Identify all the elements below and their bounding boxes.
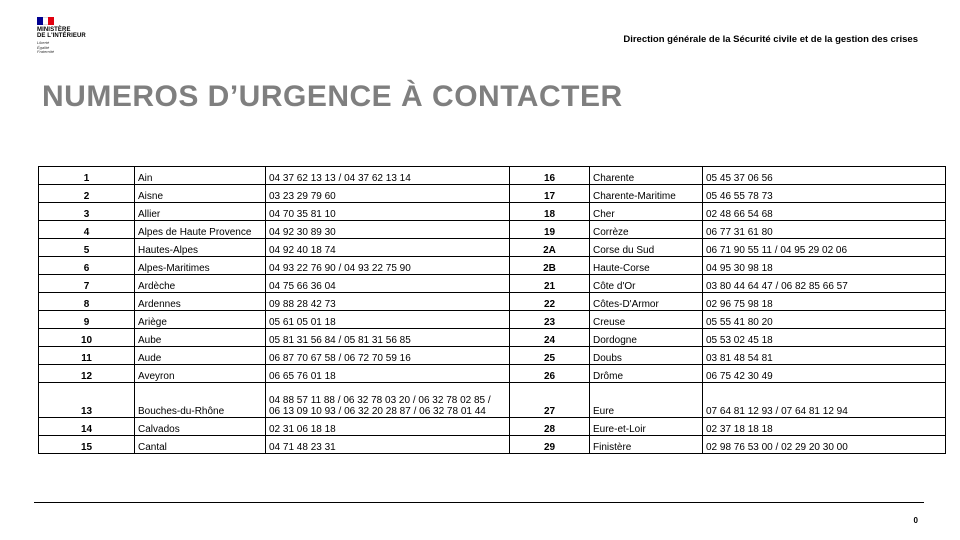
dept-number: 9 — [39, 311, 135, 329]
ministry-motto: Liberté Égalité Fraternité — [37, 40, 55, 54]
table-row — [39, 311, 946, 329]
dept-name: Drôme — [590, 365, 703, 383]
dept-phone: 02 37 18 18 18 — [703, 418, 946, 436]
dept-phone: 06 75 42 30 49 — [703, 365, 946, 383]
table-row — [39, 257, 946, 275]
dept-name: Ain — [135, 167, 266, 185]
dept-phone: 04 92 30 89 30 — [266, 221, 510, 239]
dept-name: Charente-Maritime — [590, 185, 703, 203]
dept-number: 2A — [510, 239, 590, 257]
table-row — [39, 203, 946, 221]
dept-number: 25 — [510, 347, 590, 365]
dept-number: 24 — [510, 329, 590, 347]
dept-number: 5 — [39, 239, 135, 257]
dept-number: 26 — [510, 365, 590, 383]
dept-number: 23 — [510, 311, 590, 329]
dept-number: 7 — [39, 275, 135, 293]
dept-number: 6 — [39, 257, 135, 275]
dept-phone: 05 45 37 06 56 — [703, 167, 946, 185]
dept-phone: 06 87 70 67 58 / 06 72 70 59 16 — [266, 347, 510, 365]
dept-phone: 04 75 66 36 04 — [266, 275, 510, 293]
dept-name: Calvados — [135, 418, 266, 436]
dept-number: 3 — [39, 203, 135, 221]
dept-number: 15 — [39, 436, 135, 454]
dept-phone: 03 80 44 64 47 / 06 82 85 66 57 — [703, 275, 946, 293]
dept-name: Aveyron — [135, 365, 266, 383]
dept-phone: 04 95 30 98 18 — [703, 257, 946, 275]
dept-phone: 06 77 31 61 80 — [703, 221, 946, 239]
dept-phone: 02 96 75 98 18 — [703, 293, 946, 311]
dept-number: 11 — [39, 347, 135, 365]
dept-phone: 07 64 81 12 93 / 07 64 81 12 94 — [703, 383, 946, 418]
dept-number: 8 — [39, 293, 135, 311]
table-row — [39, 365, 946, 383]
table-row — [39, 383, 946, 418]
dept-name: Côte d'Or — [590, 275, 703, 293]
dept-number: 27 — [510, 383, 590, 418]
table-row — [39, 185, 946, 203]
dept-number: 22 — [510, 293, 590, 311]
table-row — [39, 436, 946, 454]
table-row — [39, 239, 946, 257]
dept-phone: 06 71 90 55 11 / 04 95 29 02 06 — [703, 239, 946, 257]
dept-number: 1 — [39, 167, 135, 185]
dept-phone-line: 04 88 57 11 88 / 06 32 78 03 20 / 06 32 78 02 85 / — [269, 395, 491, 406]
dept-name: Alpes de Haute Provence — [135, 221, 266, 239]
dept-number: 14 — [39, 418, 135, 436]
dept-phone: 02 98 76 53 00 / 02 29 20 30 00 — [703, 436, 946, 454]
dept-name: Cantal — [135, 436, 266, 454]
dept-number: 17 — [510, 185, 590, 203]
dept-name: Eure — [590, 383, 703, 418]
table-row — [39, 275, 946, 293]
table-row — [39, 329, 946, 347]
table-row — [39, 293, 946, 311]
dept-number: 29 — [510, 436, 590, 454]
dept-name: Eure-et-Loir — [590, 418, 703, 436]
french-flag-icon — [37, 17, 54, 25]
table-row — [39, 221, 946, 239]
dept-phone: 03 23 29 79 60 — [266, 185, 510, 203]
dept-number: 12 — [39, 365, 135, 383]
dept-phone-line: 06 13 09 10 93 / 06 32 20 28 87 / 06 32 78 01 44 — [269, 406, 486, 417]
dept-name: Cher — [590, 203, 703, 221]
dept-name: Charente — [590, 167, 703, 185]
dept-phone: 05 53 02 45 18 — [703, 329, 946, 347]
footer-divider — [34, 502, 924, 503]
dept-phone: 04 92 40 18 74 — [266, 239, 510, 257]
page-title: NUMEROS D’URGENCE À CONTACTER — [42, 80, 623, 113]
ministry-name: MINISTÈRE DE L'INTÉRIEUR — [37, 27, 86, 39]
dept-name: Finistère — [590, 436, 703, 454]
dept-name: Côtes-D'Armor — [590, 293, 703, 311]
dept-name: Corrèze — [590, 221, 703, 239]
dept-phone: 02 31 06 18 18 — [266, 418, 510, 436]
table-row — [39, 347, 946, 365]
dept-name: Ardèche — [135, 275, 266, 293]
dept-name: Dordogne — [590, 329, 703, 347]
dept-number: 4 — [39, 221, 135, 239]
dept-name: Ardennes — [135, 293, 266, 311]
dept-name: Creuse — [590, 311, 703, 329]
dept-number: 28 — [510, 418, 590, 436]
dept-phone: 04 93 22 76 90 / 04 93 22 75 90 — [266, 257, 510, 275]
emergency-numbers-table — [38, 166, 945, 454]
dept-phone: 09 88 28 42 73 — [266, 293, 510, 311]
dept-name: Hautes-Alpes — [135, 239, 266, 257]
dept-phone: 04 71 48 23 31 — [266, 436, 510, 454]
dept-name: Ariège — [135, 311, 266, 329]
dept-name: Alpes-Maritimes — [135, 257, 266, 275]
ministry-logo — [37, 17, 107, 55]
dept-name: Bouches-du-Rhône — [135, 383, 266, 418]
table-row — [39, 418, 946, 436]
dept-number: 18 — [510, 203, 590, 221]
dept-phone: 05 81 31 56 84 / 05 81 31 56 85 — [266, 329, 510, 347]
page-number: 0 — [913, 516, 918, 525]
dept-phone: 05 61 05 01 18 — [266, 311, 510, 329]
dept-phone — [266, 383, 510, 418]
dept-phone: 02 48 66 54 68 — [703, 203, 946, 221]
table-body — [39, 167, 946, 454]
dept-name: Haute-Corse — [590, 257, 703, 275]
table-row — [39, 167, 946, 185]
dept-name: Corse du Sud — [590, 239, 703, 257]
dept-name: Aube — [135, 329, 266, 347]
dept-number: 21 — [510, 275, 590, 293]
dept-phone: 06 65 76 01 18 — [266, 365, 510, 383]
dept-phone: 03 81 48 54 81 — [703, 347, 946, 365]
direction-title: Direction générale de la Sécurité civile et de la gestion des crises — [623, 34, 918, 45]
dept-phone: 05 55 41 80 20 — [703, 311, 946, 329]
dept-name: Allier — [135, 203, 266, 221]
dept-number: 2B — [510, 257, 590, 275]
dept-phone: 05 46 55 78 73 — [703, 185, 946, 203]
dept-number: 10 — [39, 329, 135, 347]
dept-phone: 04 37 62 13 13 / 04 37 62 13 14 — [266, 167, 510, 185]
dept-number: 19 — [510, 221, 590, 239]
dept-name: Doubs — [590, 347, 703, 365]
dept-name: Aude — [135, 347, 266, 365]
dept-number: 13 — [39, 383, 135, 418]
dept-name: Aisne — [135, 185, 266, 203]
dept-phone: 04 70 35 81 10 — [266, 203, 510, 221]
dept-number: 2 — [39, 185, 135, 203]
dept-number: 16 — [510, 167, 590, 185]
